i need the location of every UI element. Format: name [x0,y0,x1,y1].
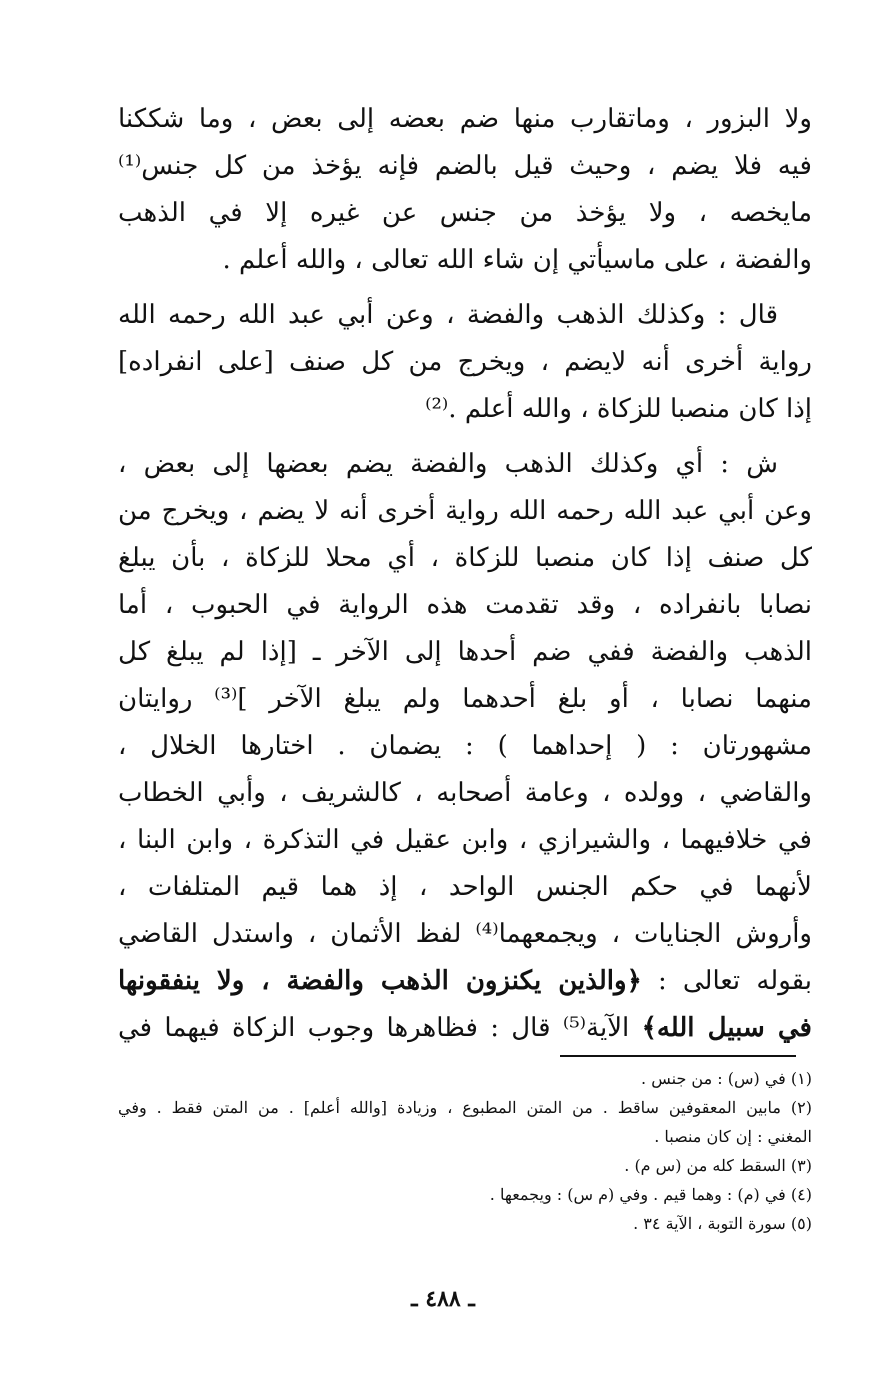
text-line: الذهب والفضة ففي ضم أحدها إلى الآخر ـ [إذا لم يبلغ كل [118,637,812,667]
text-line: رواية أخرى أنه لايضم ، ويخرج من كل صنف [على انفراده] [118,347,812,377]
text-line: مشهورتان : ( إحداهما ) : يضمان . اختارها الخلال ، [118,731,812,761]
page-number: ـ ٤٨٨ ـ [411,1286,475,1312]
footnote-continuation: المغني : إن كان منصبا . [654,1127,812,1146]
footnote: (١) في (س) : من جنس . [641,1069,812,1088]
text-line: كل صنف إذا كان منصبا للزكاة ، أي محلا للزكاة ، بأن يبلغ [118,543,812,573]
quran-verse-line [118,1005,812,1052]
text-line: والقاضي ، وولده ، وعامة أصحابه ، كالشريف ، وأبي الخطاب [118,778,812,808]
text-line: إذا كان منصبا للزكاة ، والله أعلم .⁽²⁾ [425,394,812,424]
text-line: والفضة ، على ماسيأتي إن شاء الله تعالى ، والله أعلم . [222,245,812,275]
text-line: لأنهما في حكم الجنس الواحد ، إذ هما قيم المتلفات ، [118,872,812,902]
quran-verse-text: في سبيل الله﴾ [641,1013,812,1043]
text-line: مايخصه ، ولا يؤخذ من جنس عن غيره إلا في الذهب [118,198,812,228]
footnotes [118,1064,812,1238]
footnote: (٢) مابين المعقوفين ساقط . من المتن المطبوع ، وزيادة [والله أعلم] . من المتن فقط . وفي [118,1098,812,1117]
text-line: في خلافيهما ، والشيرازي ، وابن عقيل في التذكرة ، وابن البنا ، [118,825,812,855]
verse-continuation: الآية⁽⁵⁾ قال : فظاهرها وجوب الزكاة فيهما في [118,1013,642,1043]
footnote: (٣) السقط كله من (س م) . [624,1156,812,1175]
verse-intro: بقوله تعالى : [641,966,812,996]
text-line: ولا البزور ، وماتقارب منها ضم بعضه إلى بعض ، وما شككنا [118,104,812,134]
main-text [118,96,812,1052]
footnote: (٥) سورة التوبة ، الآية ٣٤ . [633,1214,812,1233]
text-line: وعن أبي عبد الله رحمه الله رواية أخرى أنه لا يضم ، ويخرج من [118,496,812,526]
quran-verse-text: ﴿والذين يكنزون الذهب والفضة ، ولا ينفقونها [118,966,642,996]
text-line: قال : وكذلك الذهب والفضة ، وعن أبي عبد الله رحمه الله [118,300,778,330]
footnote: (٤) في (م) : وهما قيم . وفي (م س) : ويجمعها . [489,1185,812,1204]
text-line: منهما نصابا ، أو بلغ أحدهما ولم يبلغ الآخر ]⁽³⁾ روايتان [118,684,812,714]
text-line: نصابا بانفراده ، وقد تقدمت هذه الرواية في الحبوب ، أما [118,590,812,620]
text-line: ش : أي وكذلك الذهب والفضة يضم بعضها إلى بعض ، [118,449,778,479]
paragraph-1 [118,96,812,284]
paragraph-3 [118,441,812,1052]
footnote-divider [560,1055,796,1057]
paragraph-2 [118,292,812,433]
quran-verse-line [118,958,812,1005]
text-line: فيه فلا يضم ، وحيث قيل بالضم فإنه يؤخذ من كل جنس⁽¹⁾ [118,151,812,181]
text-line: وأروش الجنايات ، ويجمعهما⁽⁴⁾ لفظ الأثمان ، واستدل القاضي [118,919,812,949]
